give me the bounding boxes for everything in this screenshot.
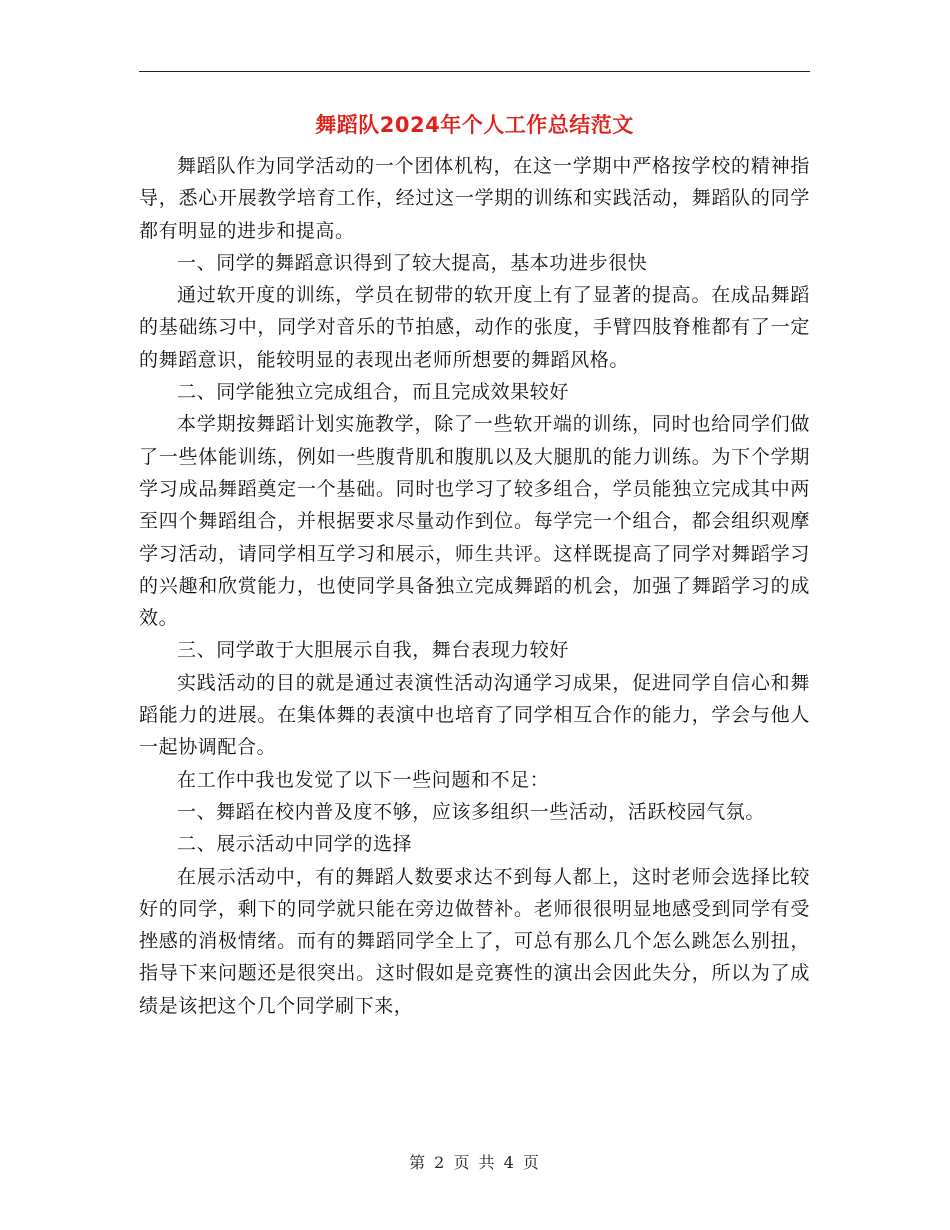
problems-intro: 在工作中我也发觉了以下一些问题和不足： — [177, 768, 550, 791]
section-2-paragraph: 本学期按舞蹈计划实施教学，除了一些软开端的训练，同时也给同学们做了一些体能训练，例如一些腹背肌和腹肌以及大腿肌的能力训练。为下个学期学习成品舞蹈奠定一个基础。同时也学习了较多组合，学员能独立完成其中两至四个舞蹈组合，并根据要求尽量动作到位。每学完一个组合，都会组织观摩学习活动，请同学相互学习和展示，师生共评。这样既提高了同学对舞蹈学习的兴趣和欣赏能力，也使同学具备独立完成舞蹈的机会，加强了舞蹈学习的成效。 — [139, 413, 810, 630]
header-rule — [139, 71, 810, 72]
problem-2-paragraph: 在展示活动中，有的舞蹈人数要求达不到每人都上，这时老师会选择比较好的同学，剩下的同学就只能在旁边做替补。老师很很明显地感受到同学有受挫感的消极情绪。而有的舞蹈同学全上了，可总有那么几个怎么跳怎么别扭，指导下来问题还是很突出。这时假如是竞赛性的演出会因此失分，所以为了成绩是该把这个几个同学刷下来， — [139, 865, 810, 1017]
problem-1: 一、舞蹈在校内普及度不够，应该多组织一些活动，活跃校园气氛。 — [177, 800, 766, 823]
document-title: 舞蹈队2024年个人工作总结范文 — [315, 113, 634, 137]
document-body — [139, 150, 810, 1022]
section-heading-3: 三、同学敢于大胆展示自我，舞台表现力较好 — [177, 639, 570, 662]
section-1-paragraph: 通过软开度的训练，学员在韧带的软开度上有了显著的提高。在成品舞蹈的基础练习中，同学对音乐的节拍感，动作的张度，手臂四肢脊椎都有了一定的舞蹈意识，能较明显的表现出老师所想要的舞蹈风格。 — [139, 284, 810, 371]
intro-paragraph: 舞蹈队作为同学活动的一个团体机构，在这一学期中严格按学校的精神指导，悉心开展教学培育工作，经过这一学期的训练和实践活动，舞蹈队的同学都有明显的进步和提高。 — [139, 155, 810, 242]
problem-heading-2: 二、展示活动中同学的选择 — [177, 833, 413, 856]
page-number-footer: 第 2 页 共 4 页 — [409, 1153, 541, 1172]
section-heading-2: 二、同学能独立完成组合，而且完成效果较好 — [177, 381, 570, 404]
section-3-paragraph: 实践活动的目的就是通过表演性活动沟通学习成果，促进同学自信心和舞蹈能力的进展。在集体舞的表演中也培育了同学相互合作的能力，学会与他人一起协调配合。 — [139, 671, 810, 759]
section-heading-1: 一、同学的舞蹈意识得到了较大提高，基本功进步很快 — [177, 251, 648, 274]
